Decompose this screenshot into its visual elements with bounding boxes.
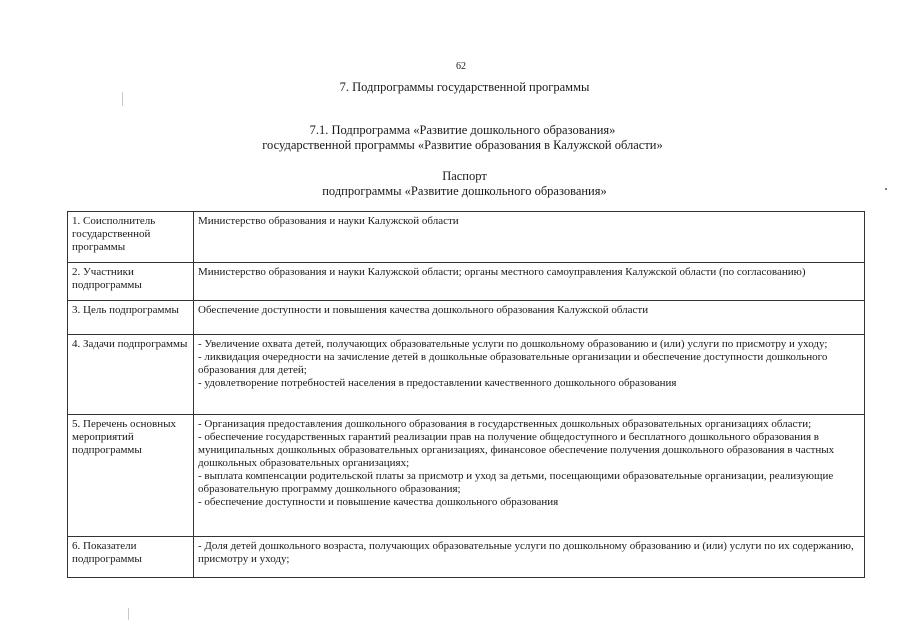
- row-label: 5. Перечень основных мероприятий подпрограммы: [68, 415, 194, 537]
- section-heading: 7. Подпрограммы государственной программы: [339, 80, 590, 94]
- content-line: - Увеличение охвата детей, получающих образовательные услуги по дошкольному образованию и (или) услуги по присмотру и уходу;: [198, 338, 828, 350]
- content-line: - обеспечение государственных гарантий реализации прав на получение общедоступного и бесплатного дошкольного образования в муниципальных дошкольных образовательных организациях, финансовое обеспечение получения дошкольного образования в частных дошкольных образовательных организациях;: [198, 431, 835, 469]
- row-content: [194, 335, 865, 415]
- subprogram-heading-line1: 7.1. Подпрограмма «Развитие дошкольного образования»: [309, 123, 616, 137]
- row-content: [194, 537, 865, 578]
- row-label: 4. Задачи подпрограммы: [68, 335, 194, 415]
- table-row: [68, 263, 865, 301]
- passport-subtitle: подпрограммы «Развитие дошкольного образования»: [322, 184, 607, 198]
- content-line: Обеспечение доступности и повышения качества дошкольного образования Калужской области: [198, 304, 649, 316]
- passport-title: Паспорт: [442, 169, 487, 183]
- scan-margin-mark: [128, 608, 129, 620]
- table-row: [68, 537, 865, 578]
- row-content: [194, 301, 865, 335]
- content-line: - ликвидация очередности на зачисление детей в дошкольные образовательные организации и обеспечение доступности дошкольного образования для детей;: [198, 351, 828, 376]
- table-row: [68, 301, 865, 335]
- row-content: [194, 415, 865, 537]
- passport-table: [67, 211, 865, 578]
- content-line: Министерство образования и науки Калужской области; органы местного самоуправления Калужской области (по согласованию): [198, 266, 806, 278]
- scan-margin-mark: [122, 92, 123, 106]
- row-label: 1. Соисполнитель государственной программы: [68, 212, 194, 263]
- row-content: [194, 263, 865, 301]
- content-line: Министерство образования и науки Калужской области: [198, 215, 459, 227]
- content-line: - обеспечение доступности и повышение качества дошкольного образования: [198, 496, 559, 508]
- subprogram-heading-line2: государственной программы «Развитие образования в Калужской области»: [262, 138, 663, 152]
- content-line: - удовлетворение потребностей населения в предоставлении качественного дошкольного образования: [198, 377, 677, 389]
- table-row: [68, 335, 865, 415]
- row-content: [194, 212, 865, 263]
- scan-speck: [885, 188, 887, 190]
- page-number: 62: [456, 61, 466, 72]
- content-line: - Организация предоставления дошкольного образования в государственных дошкольных образовательных организациях области;: [198, 418, 812, 430]
- table-row: [68, 212, 865, 263]
- content-line: - Доля детей дошкольного возраста, получающих образовательные услуги по дошкольному образованию и (или) услуги по их содержанию, присмотру и уходу;: [198, 540, 854, 565]
- content-line: - выплата компенсации родительской платы за присмотр и уход за детьми, посещающими образовательные организации, реализующие образовательную программу дошкольного образования;: [198, 470, 834, 495]
- row-label: 2. Участники подпрограммы: [68, 263, 194, 301]
- table-row: [68, 415, 865, 537]
- row-label: 6. Показатели подпрограммы: [68, 537, 194, 578]
- row-label: 3. Цель подпрограммы: [68, 301, 194, 335]
